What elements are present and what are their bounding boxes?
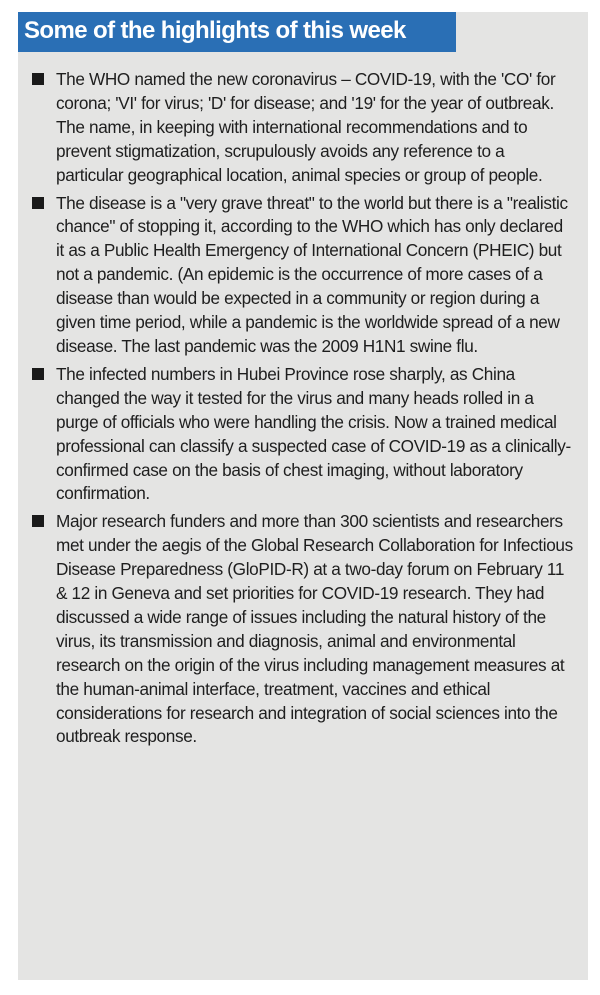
list-item: [32, 68, 574, 188]
highlights-list: [32, 68, 574, 753]
header-bar: [18, 12, 456, 52]
list-item: [32, 192, 574, 359]
list-item: [32, 363, 574, 506]
square-bullet-icon: [32, 197, 44, 209]
square-bullet-icon: [32, 368, 44, 380]
square-bullet-icon: [32, 73, 44, 85]
square-bullet-icon: [32, 515, 44, 527]
list-item-text: Major research funders and more than 300 scientists and researchers met under the aegis of the Global Research Collaboration for Infectious Disease Preparedness (GloPID-R) at a two-day forum on February 11 & 12 in Geneva and set priorities for COVID-19 research. They had discussed a wide range of issues including the natural history of the virus, its transmission and diagnosis, animal and environmental research on the origin of the virus including management measures at the human-animal interface, treatment, vaccines and ethical considerations for research and integration of social sciences into the outbreak response.: [56, 511, 573, 747]
list-item-text: The disease is a "very grave threat" to the world but there is a "realistic chance" of stopping it, according to the WHO which has only declared it as a Public Health Emergency of International Concern (PHEIC) but not a pandemic. (An epidemic is the occurrence of more cases of a disease than would be expected in a community or region during a given time period, while a pandemic is the worldwide spread of a new disease. The last pandemic was the 2009 H1N1 swine flu.: [56, 192, 568, 356]
panel-title: Some of the highlights of this week: [24, 17, 406, 44]
highlights-panel: [18, 12, 588, 980]
list-item-text: The infected numbers in Hubei Province rose sharply, as China changed the way it tested for the virus and many heads rolled in a purge of officials who were handling the crisis. Now a trained medical professional can classify a suspected case of COVID-19 as a clinically-confirmed case on the basis of chest imaging, without laboratory confirmation.: [56, 363, 571, 504]
list-item: [32, 510, 574, 749]
list-item-text: The WHO named the new coronavirus – COVID-19, with the 'CO' for corona; 'VI' for virus; 'D' for disease; and '19' for the year of outbreak. The name, in keeping with international recommendations and to prevent stigmatization, scrupulously avoids any reference to a particular geographical location, animal species or group of people.: [56, 69, 556, 185]
